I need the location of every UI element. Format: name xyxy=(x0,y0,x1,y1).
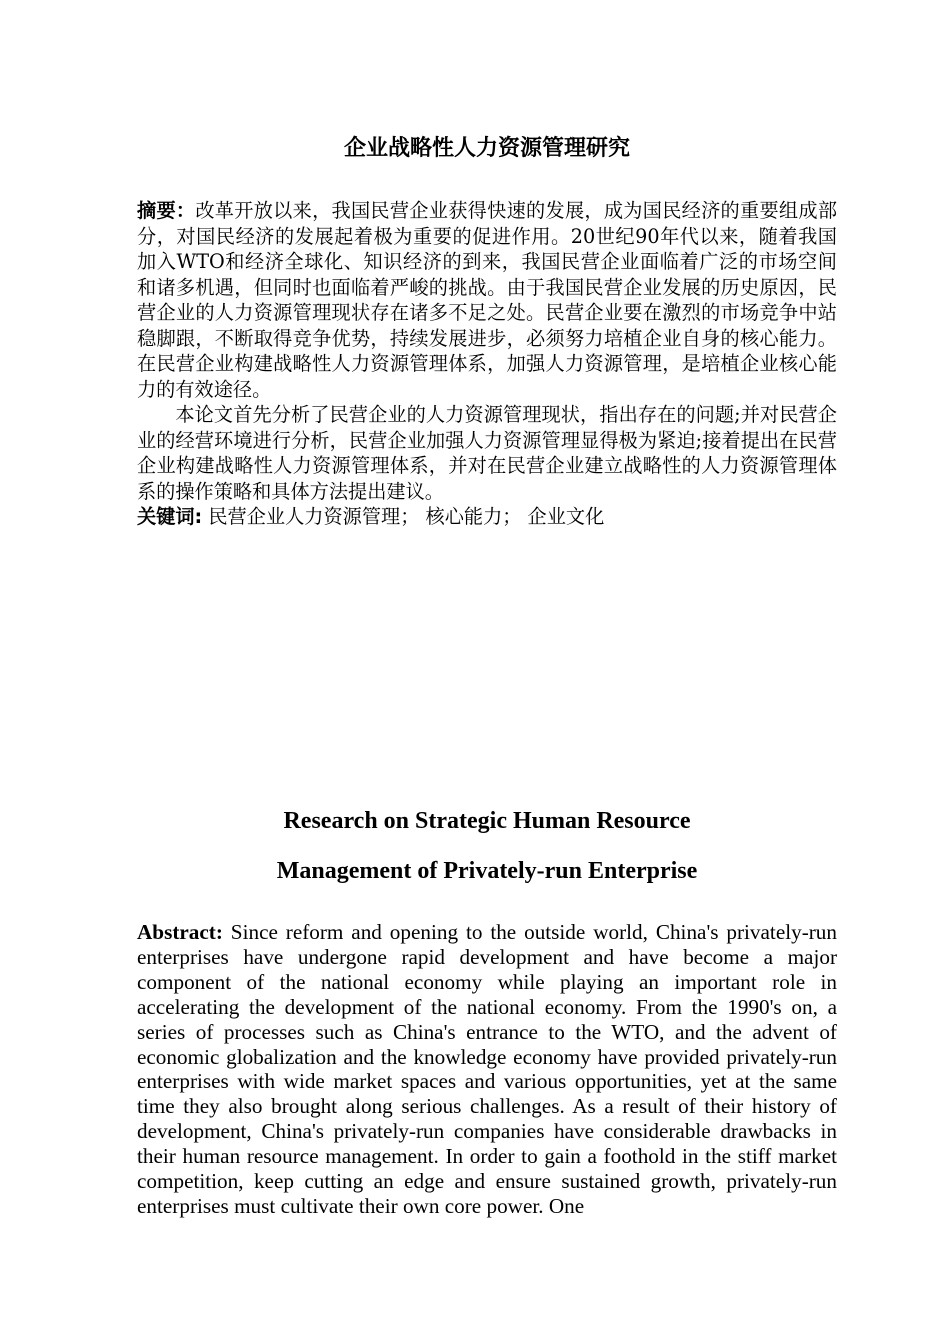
english-title-line-2: Management of Privately-run Enterprise xyxy=(276,858,698,884)
chinese-abstract-paragraph-2: 本论文首先分析了民营企业的人力资源管理现状，指出存在的问题;并对民营企业的经营环境进行分析，民营企业加强人力资源管理显得极为紧迫;接着提出在民营企业构建战略性人力资源管理体系，并对在民营企业建立战略性的人力资源管理体系的操作策略和具体方法提出建议。 xyxy=(137,403,837,503)
chinese-keywords-label: 关键词: xyxy=(137,505,203,528)
english-abstract-label: Abstract: xyxy=(137,920,223,944)
chinese-abstract-text: 改革开放以来，我国民营企业获得快速的发展，成为国民经济的重要组成部分，对国民经济的发展起着极为重要的促进作用。20世纪90年代以来，随着我国加入WTO和经济全球化、知识经济的到来，我国民营企业面临着广泛的市场空间和诸多机遇，但同时也面临着严峻的挑战。由于我国民营企业发展的历史原因，民营企业的人力资源管理现状存在诸多不足之处。民营企业要在激烈的市场竞争中站稳脚跟，不断取得竞争优势，持续发展进步，必须努力培植企业自身的核心能力。在民营企业构建战略性人力资源管理体系，加强人力资源管理，是培植企业核心能力的有效途径。 xyxy=(137,199,838,401)
chinese-title: 企业战略性人力资源管理研究 xyxy=(343,136,630,161)
chinese-abstract-section xyxy=(137,198,837,530)
chinese-abstract-paragraph xyxy=(137,198,837,402)
chinese-abstract-label: 摘要： xyxy=(137,199,196,222)
chinese-keywords-text: 民营企业人力资源管理； 核心能力； 企业文化 xyxy=(202,505,605,528)
english-abstract-paragraph xyxy=(137,920,837,1219)
english-title-line-1: Research on Strategic Human Resource xyxy=(283,808,691,834)
chinese-keywords xyxy=(137,504,837,530)
english-abstract-text: Since reform and opening to the outside world, China's privately-run enterprises have undergone rapid development and have become a major component of the national economy while playing an important role in accelerating the development of the national economy. From the 1990's on, a series of processes such as China's entrance to the WTO, and the advent of economic globalization and the knowledge economy have provided privately-run enterprises with wide market spaces and various opportunities, yet at the same time they also brought along serious challenges. As a result of their history of development, China's privately-run companies have considerable drawbacks in their human resource management. In order to gain a foothold in the stiff market competition, keep cutting an edge and ensure sustained growth, privately-run enterprises must cultivate their own core power. One xyxy=(137,920,837,1218)
